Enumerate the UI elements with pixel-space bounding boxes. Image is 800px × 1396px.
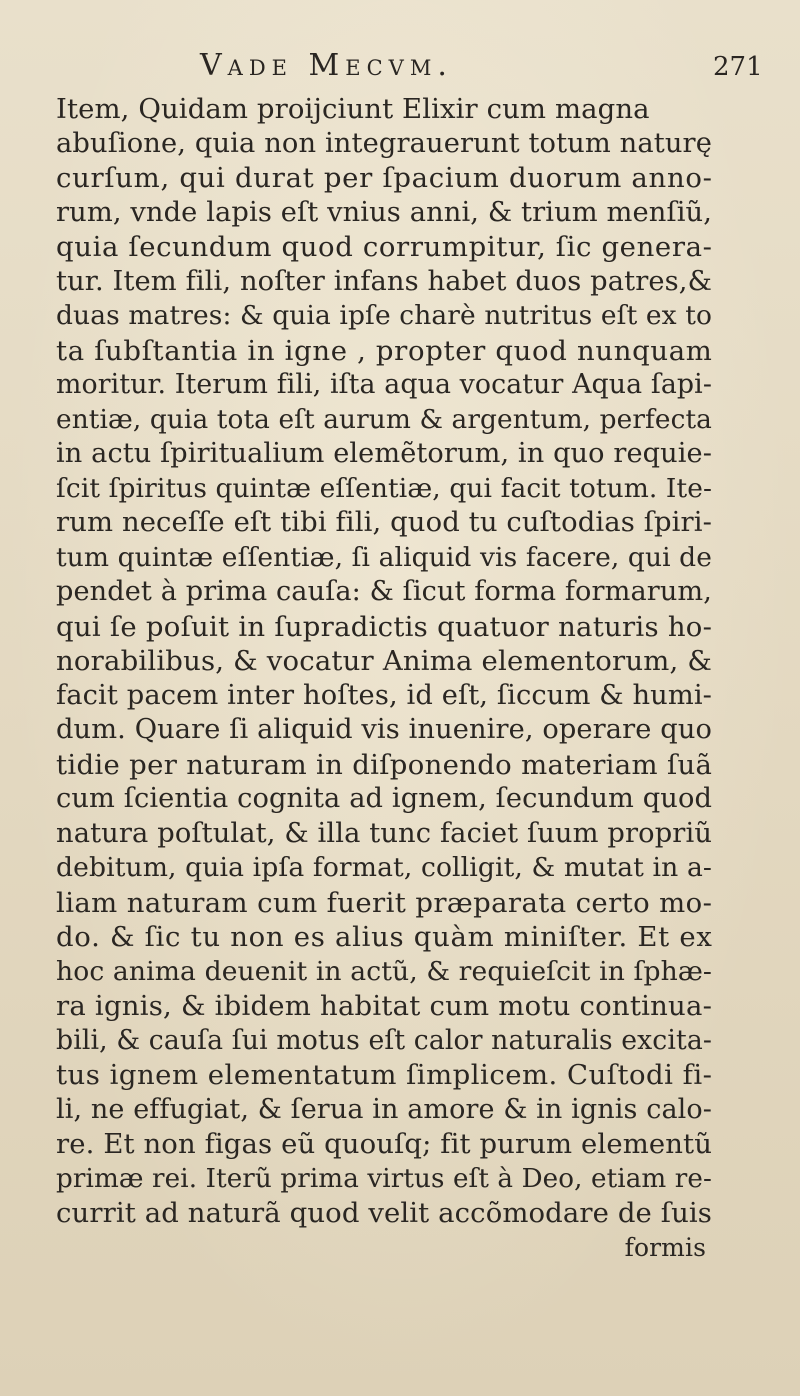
text-line: in actu ſpiritualium elemẽtorum, in quo requie- bbox=[56, 438, 712, 469]
text-line: entiæ, quia tota eſt aurum & argentum, perfecta bbox=[56, 404, 712, 435]
text-line: debitum, quia ipſa format, colligit, & mutat in a- bbox=[56, 852, 712, 883]
text-line: ſcit ſpiritus quintæ eſſentiæ, qui facit totum. Ite- bbox=[56, 472, 713, 504]
text-line: currit ad naturã quod velit accõmodare de ſuis bbox=[56, 1197, 712, 1229]
text-line: tum quintæ eſſentiæ, ſi aliquid vis facere, qui de bbox=[56, 541, 713, 573]
text-line: abuſione, quia non integrauerunt totum naturę bbox=[56, 127, 713, 159]
text-line: ta ſubſtantia in igne , propter quod nunquam bbox=[56, 334, 713, 367]
catchword: formis bbox=[624, 1232, 706, 1262]
text-line: ra ignis, & ibidem habitat cum motu continua- bbox=[56, 990, 713, 1022]
text-line: duas matres: & quia ipſe charè nutritus eſt ex to bbox=[56, 300, 713, 331]
text-line: do. & ſic tu non es alius quàm miniſter. Et ex bbox=[56, 921, 713, 953]
text-line: tus ignem elementatum ſimplicem. Cuſtodi fi- bbox=[56, 1059, 713, 1091]
text-line: Item, Quidam proijciunt Elixir cum magna bbox=[56, 93, 650, 125]
text-line: liam naturam cum fuerit præparata certo mo- bbox=[56, 886, 713, 919]
text-line: rum, vnde lapis eſt vnius anni, & trium menſiũ, bbox=[56, 196, 712, 228]
text-line: moritur. Iterum fili, iſta aqua vocatur Aqua ſapi- bbox=[56, 369, 713, 400]
text-line: curſum, qui durat per ſpacium duorum anno- bbox=[56, 162, 713, 194]
text-line: qui ſe poſuit in ſupradictis quatuor naturis ho- bbox=[56, 610, 713, 643]
text-line: norabilibus, & vocatur Anima elementorum, & bbox=[56, 645, 713, 677]
text-line: li, ne effugiat, & ſerua in amore & in ignis calo- bbox=[56, 1093, 713, 1125]
running-title: Vade Mecvm. bbox=[200, 48, 453, 83]
text-line: natura poſtulat, & illa tunc faciet ſuum propriũ bbox=[56, 817, 713, 849]
text-line: re. Et non figas eũ quouſq; fit purum elementũ bbox=[56, 1128, 713, 1160]
text-line: pendet à prima cauſa: & ſicut forma formarum, bbox=[56, 576, 713, 607]
text-line: bili, & cauſa ſui motus eſt calor naturalis excita- bbox=[56, 1024, 713, 1056]
page-number: 271 bbox=[713, 52, 763, 82]
body-text bbox=[56, 92, 716, 1265]
text-line: hoc anima deuenit in actũ, & requieſcit in ſphæ- bbox=[56, 955, 713, 987]
text-line: quia ſecundum quod corrumpitur, ſic genera- bbox=[56, 231, 713, 263]
page-header bbox=[0, 48, 800, 88]
text-line: rum neceſſe eſt tibi fili, quod tu cuſtodias ſpiri- bbox=[56, 507, 713, 538]
text-line: dum. Quare ſi aliquid vis inuenire, operare quo bbox=[56, 714, 712, 745]
text-line: facit pacem inter hoſtes, id eſt, ſiccum & humi- bbox=[56, 679, 713, 711]
text-line: primæ rei. Iterũ prima virtus eſt à Deo, etiam re- bbox=[56, 1163, 712, 1194]
text-line: cum ſcientia cognita ad ignem, ſecundum quod bbox=[56, 783, 713, 814]
text-line: tur. Item fili, noſter infans habet duos patres,& bbox=[56, 265, 713, 297]
text-line: tidie per naturam in diſponendo materiam ſuã bbox=[56, 748, 713, 781]
